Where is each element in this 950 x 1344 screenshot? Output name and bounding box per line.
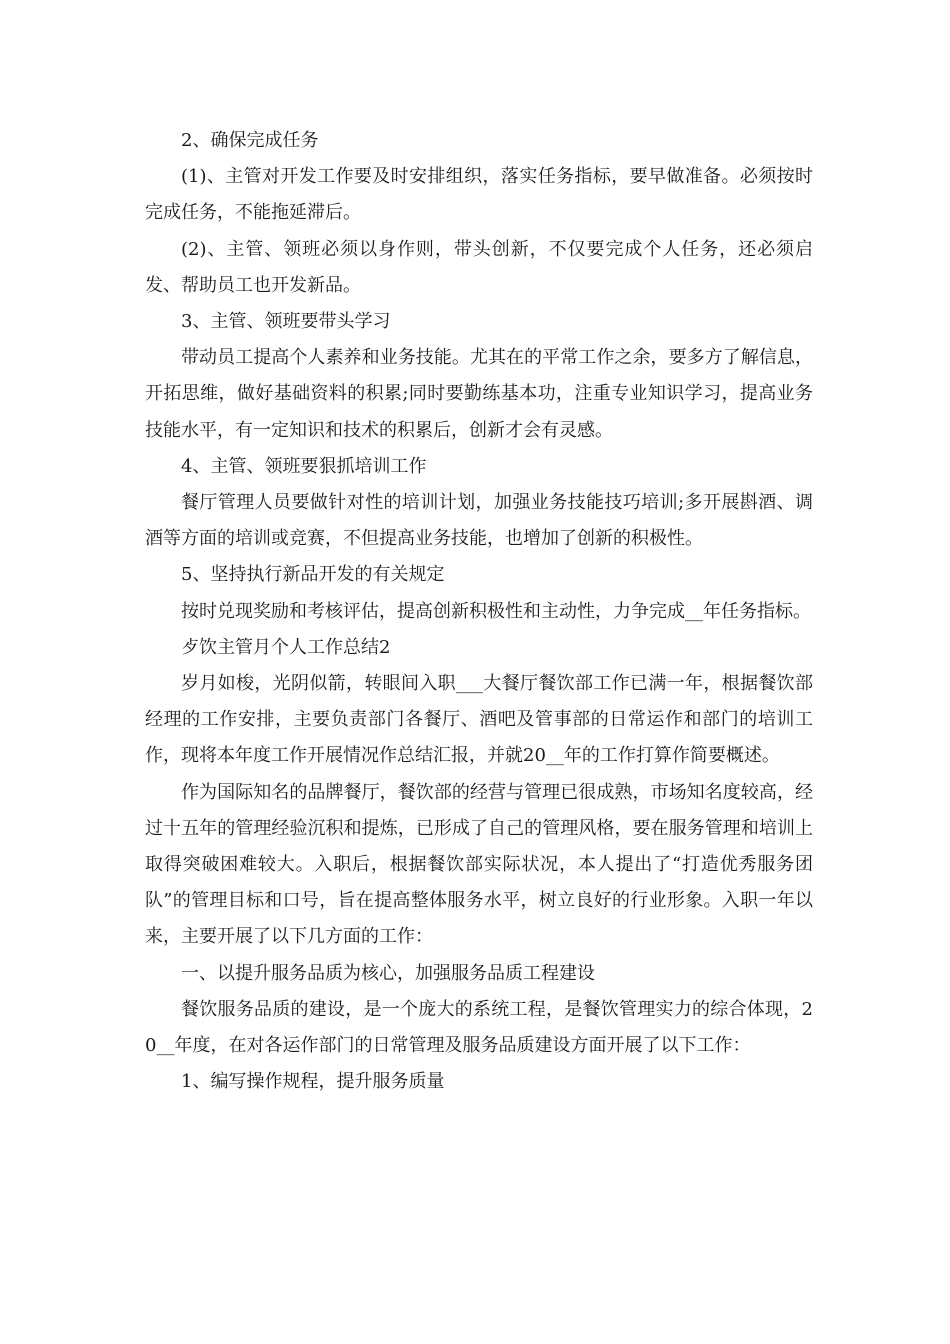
paragraph-item-1: (1)、主管对开发工作要及时安排组织，落实任务指标，要早做准备。必须按时完成任务，不能拖延滞后。 (145, 166, 813, 224)
heading-operating-procedures: 1、编写操作规程，提升服务质量 (181, 1071, 445, 1093)
heading-training: 4、主管、领班要狠抓培训工作 (181, 455, 427, 477)
heading-service-quality: 一、以提升服务品质为核心，加强服务品质工程建设 (181, 962, 595, 984)
heading-lead-learning: 3、主管、领班要带头学习 (181, 311, 391, 333)
document-body (145, 123, 813, 1100)
paragraph-regulations: 按时兑现奖励和考核评估，提高创新积极性和主动性，力争完成__年任务指标。 (181, 600, 811, 622)
paragraph-training: 餐厅管理人员要做针对性的培训计划，加强业务技能技巧培训;多开展斟酒、调酒等方面的培训或竞赛，不但提高业务技能，也增加了创新的积极性。 (145, 492, 813, 550)
paragraph-item-2: (2)、主管、领班必须以身作则，带头创新，不仅要完成个人任务，还必须启发、帮助员工也开发新品。 (145, 238, 813, 296)
heading-regulations: 5、坚持执行新品开发的有关规定 (181, 564, 445, 586)
paragraph-learning: 带动员工提高个人素养和业务技能。尤其在的平常工作之余，要多方了解信息，开拓思维，做好基础资料的积累;同时要勤练基本功，注重专业知识学习，提高业务技能水平，有一定知识和技术的积累后，创新才会有灵感。 (145, 347, 813, 441)
paragraph-service-quality: 餐饮服务品质的建设，是一个庞大的系统工程，是餐饮管理实力的综合体现，20__年度，在对各运作部门的日常管理及服务品质建设方面开展了以下工作： (145, 998, 813, 1057)
heading-ensure-tasks: 2、确保完成任务 (181, 130, 319, 151)
section-title-summary-2: 歺饮主管月个人工作总结2 (181, 636, 391, 658)
paragraph-intro: 岁月如梭，光阴似箭，转眼间入职___大餐厅餐饮部工作已满一年，根据餐饮部经理的工作安排，主要负责部门各餐厅、酒吧及管事部的日常运作和部门的培训工作，现将本年度工作开展情况作总结汇报，并就20__年的工作打算作简要概述。 (145, 673, 813, 767)
paragraph-background: 作为国际知名的品牌餐厅，餐饮部的经营与管理已很成熟，市场知名度较高，经过十五年的管理经验沉积和提炼，已形成了自己的管理风格，要在服务管理和培训上取得突破困难较大。入职后，根据餐饮部实际状况，本人提出了“打造优秀服务团队”的管理目标和口号，旨在提高整体服务水平，树立良好的行业形象。入职一年以来，主要开展了以下几方面的工作： (145, 781, 813, 948)
